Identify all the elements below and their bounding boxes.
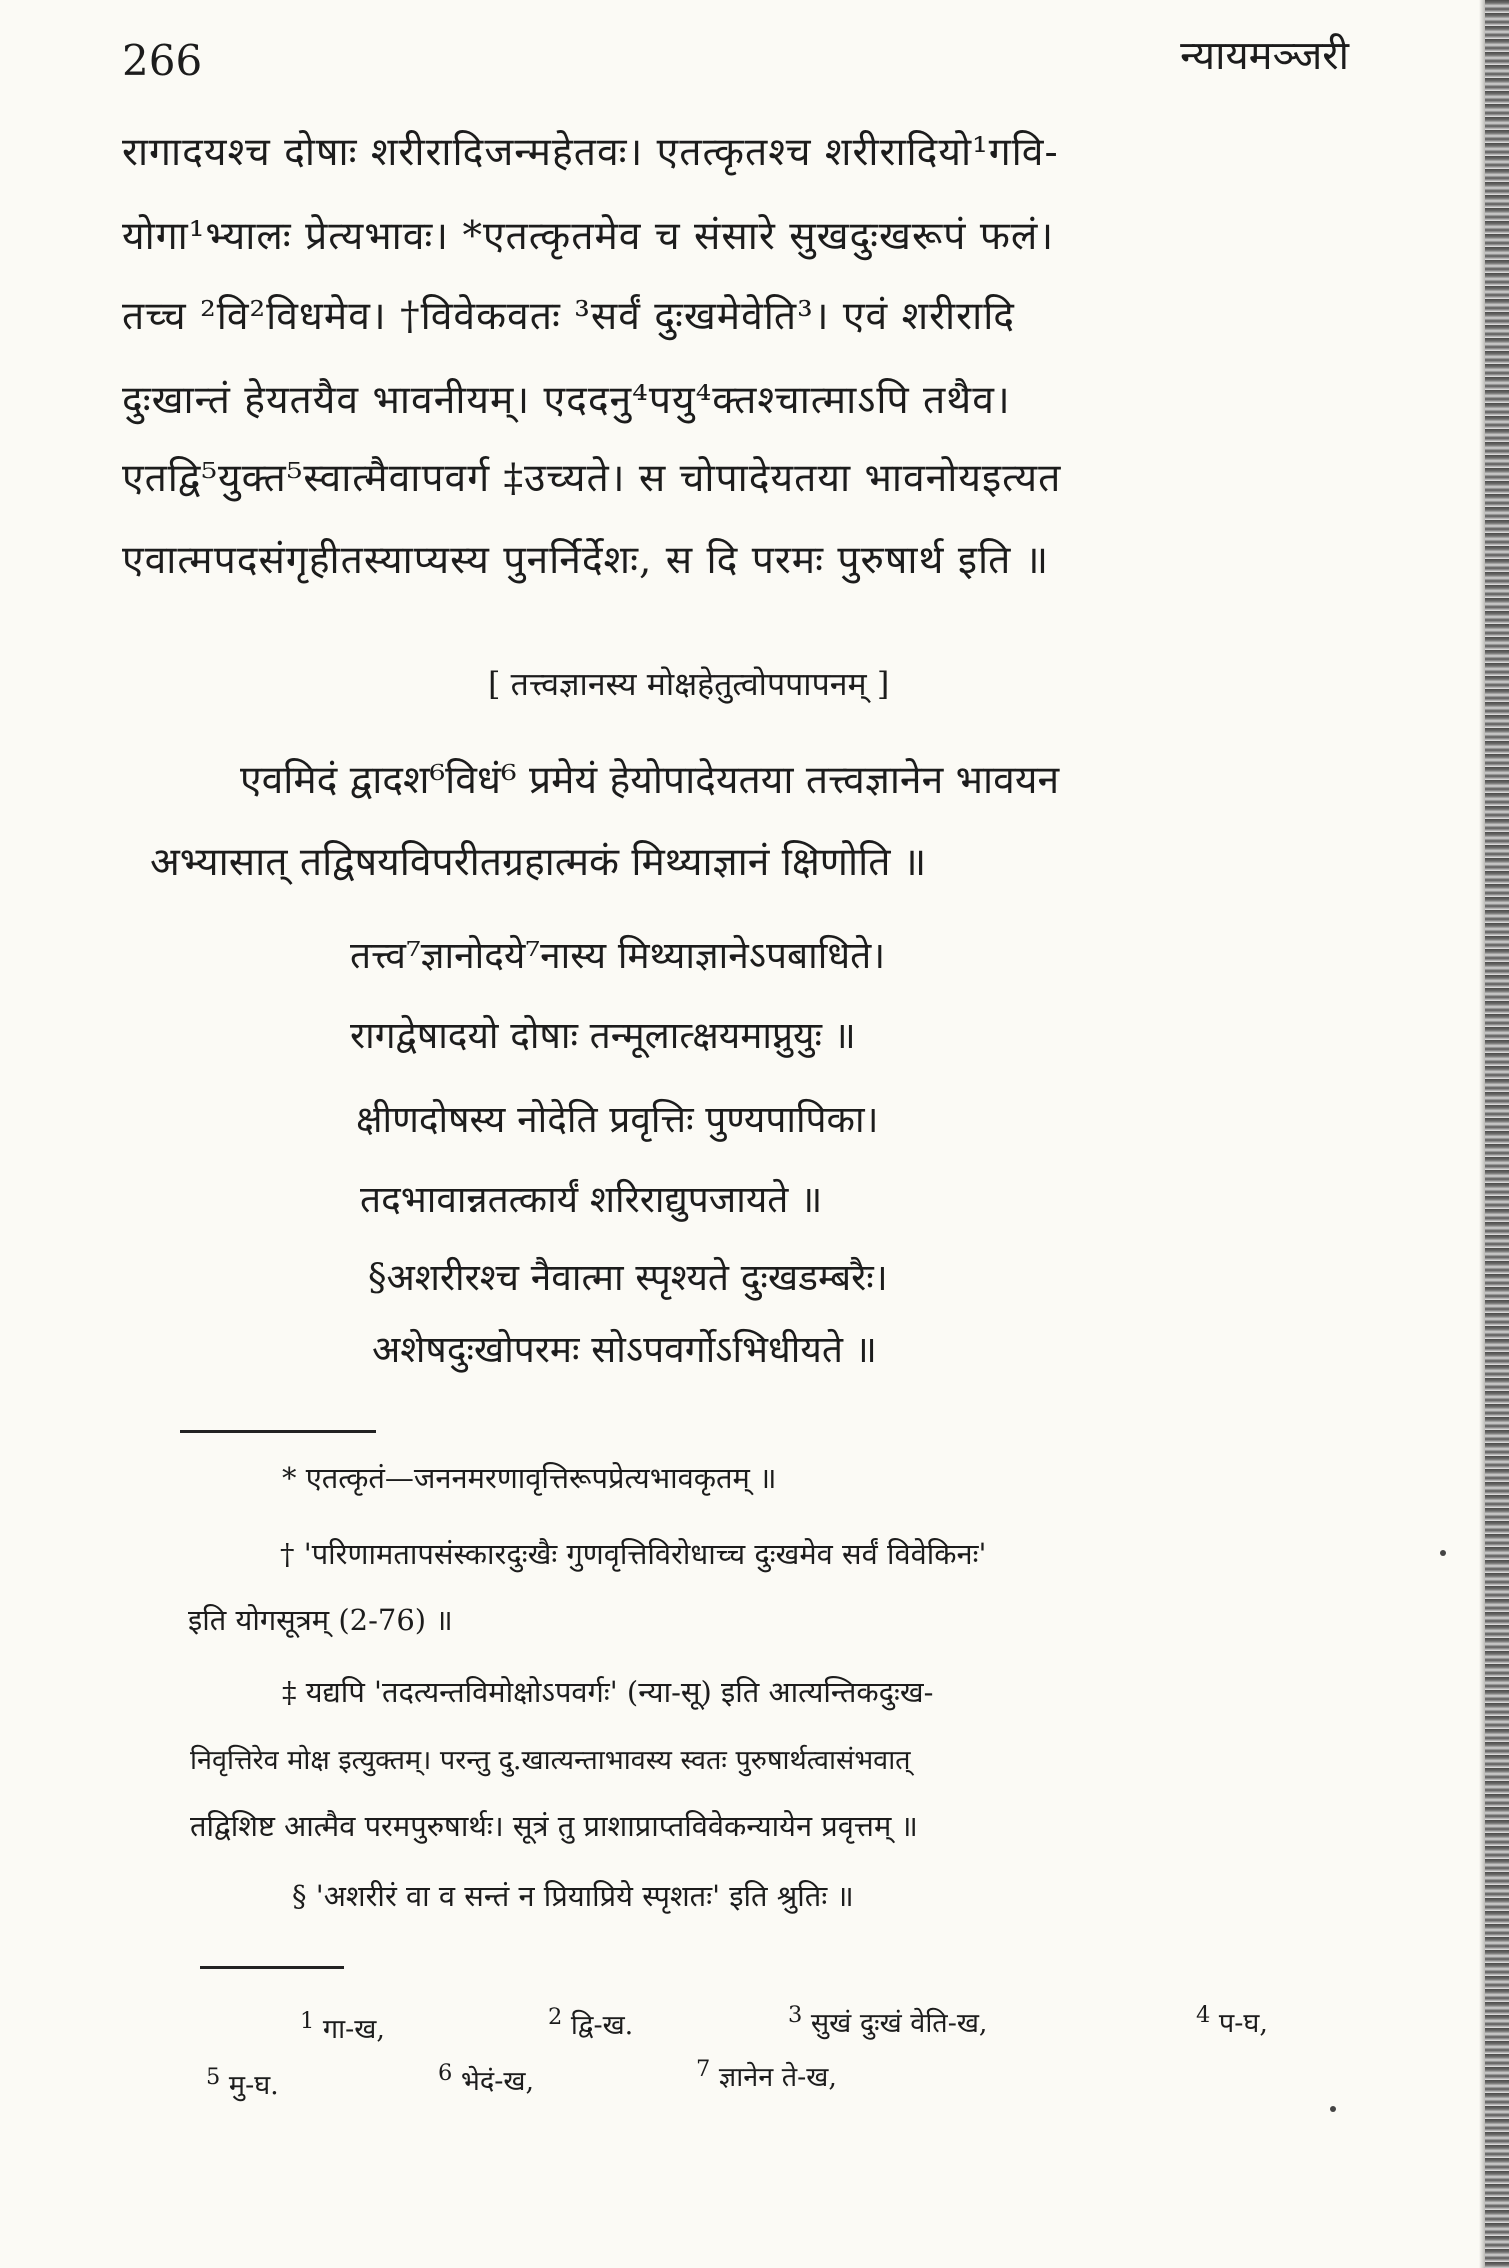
verse-line: तत्त्व⁷ज्ञानोदये⁷नास्य मिथ्याज्ञानेऽपबाधिते। [350,934,886,977]
verse-line: तदभावान्नतत्कार्यं शरिराद्युपजायते ॥ [360,1178,823,1221]
verse-line: §अशरीरश्च नैवात्मा स्पृश्यते दुःखडम्बरैः। [368,1256,888,1299]
scan-speck [1330,2106,1336,2112]
variant-number: 1 [300,2008,315,2034]
footnote-line: तद्विशिष्ट आत्मैव परमपुरुषार्थः। सूत्रं तु प्राशाप्राप्तविवेकन्यायेन प्रवृत्तम् ॥ [190,1809,918,1843]
footnote-line: निवृत्तिरेव मोक्ष इत्युक्तम्। परन्तु दु.खात्यन्ताभावस्य स्वतः पुरुषार्थत्वासंभवात् [190,1745,911,1776]
variant-number: 5 [206,2064,221,2090]
page-number: 266 [122,36,203,85]
variant-note [438,2060,534,2098]
page-gutter-shadow [1479,0,1485,2268]
section-heading: [ तत्त्वज्ञानस्य मोक्षहेतुत्वोपपापनम् ] [488,665,890,703]
section-text-line: अभ्यासात् तद्विषयविपरीतग्रहात्मकं मिथ्याज्ञानं क्षिणोति ॥ [150,840,927,885]
variant-text: गा-ख, [322,2014,385,2045]
variant-note [548,2004,633,2042]
variant-note [788,2002,988,2040]
variant-note [1196,2002,1268,2040]
footnote-line: * एतत्कृतं—जननमरणावृत्तिरूपप्रेत्यभावकृतम् ॥ [282,1461,777,1495]
scan-speck [1440,1550,1446,1556]
footnote-line: ‡ यद्यपि 'तदत्यन्तविमोक्षोऽपवर्गः' (न्या-सू) इति आत्यन्तिकदुःख- [282,1675,934,1709]
variant-number: 6 [438,2060,453,2086]
main-text-line: तच्च ²वि²विधमेव। †विवेकवतः ³सर्वं दुःखमेवेति³। एवं शरीरादि [122,294,1016,339]
variant-text: प-घ, [1218,2008,1268,2039]
main-text-line: रागादयश्च दोषाः शरीरादिजन्महेतवः। एतत्कृतश्च शरीरादियो¹गवि- [122,130,1059,175]
page-edge-shadow [1485,0,1509,2268]
variant-number: 3 [788,2002,803,2028]
footnote-line: § 'अशरीरं वा व सन्तं न प्रियाप्रिये स्पृशतः' इति श्रुतिः ॥ [292,1879,854,1913]
variant-number: 7 [696,2056,711,2082]
verse-line: अशेषदुःखोपरमः सोऽपवर्गोऽभिधीयते ॥ [372,1328,877,1371]
footnote-rule [180,1430,376,1433]
variant-note [696,2056,837,2094]
running-title: न्यायमञ्जरी [1180,33,1349,79]
variant-text: द्वि-ख. [570,2010,634,2041]
variant-rule [200,1966,344,1969]
variant-text: सुखं दुःखं वेति-ख, [810,2008,988,2039]
footnote-line: † 'परिणामतापसंस्कारदुःखैः गुणवृत्तिविरोधाच्च दुःखमेव सर्वं विवेकिनः' [280,1537,987,1571]
variant-note [206,2064,279,2102]
section-text-line: एवमिदं द्वादश⁶विधं⁶ प्रमेयं हेयोपादेयतया तत्त्वज्ञानेन भावयन [240,758,1060,803]
main-text-line: योगा¹भ्यालः प्रेत्यभावः। *एतत्कृतमेव च संसारे सुखदुःखरूपं फलं। [122,214,1055,259]
verse-line: क्षीणदोषस्य नोदेति प्रवृत्तिः पुण्यपापिका। [356,1098,879,1141]
variant-number: 4 [1196,2002,1211,2028]
variant-number: 2 [548,2004,563,2030]
variant-note [300,2008,385,2046]
variant-text: ज्ञानेन ते-ख, [718,2062,837,2093]
variant-text: मु-घ. [228,2070,279,2101]
main-text-line: एवात्मपदसंगृहीतस्याप्यस्य पुनर्निर्देशः, स दि परमः पुरुषार्थ इति ॥ [122,538,1050,583]
main-text-line: दुःखान्तं हेयतयैव भावनीयम्। एददनु⁴पयु⁴क्तश्चात्माऽपि तथैव। [122,378,1011,423]
footnote-line: इति योगसूत्रम् (2-76) ॥ [188,1603,453,1637]
main-text-line: एतद्वि⁵युक्त⁵स्वात्मैवापवर्ग ‡उच्यते। स चोपादेयतया भावनोयइत्यत [122,456,1062,501]
variant-text: भेदं-ख, [460,2066,535,2097]
verse-line: रागद्वेषादयो दोषाः तन्मूलात्क्षयमाप्नुयुः ॥ [350,1014,856,1057]
